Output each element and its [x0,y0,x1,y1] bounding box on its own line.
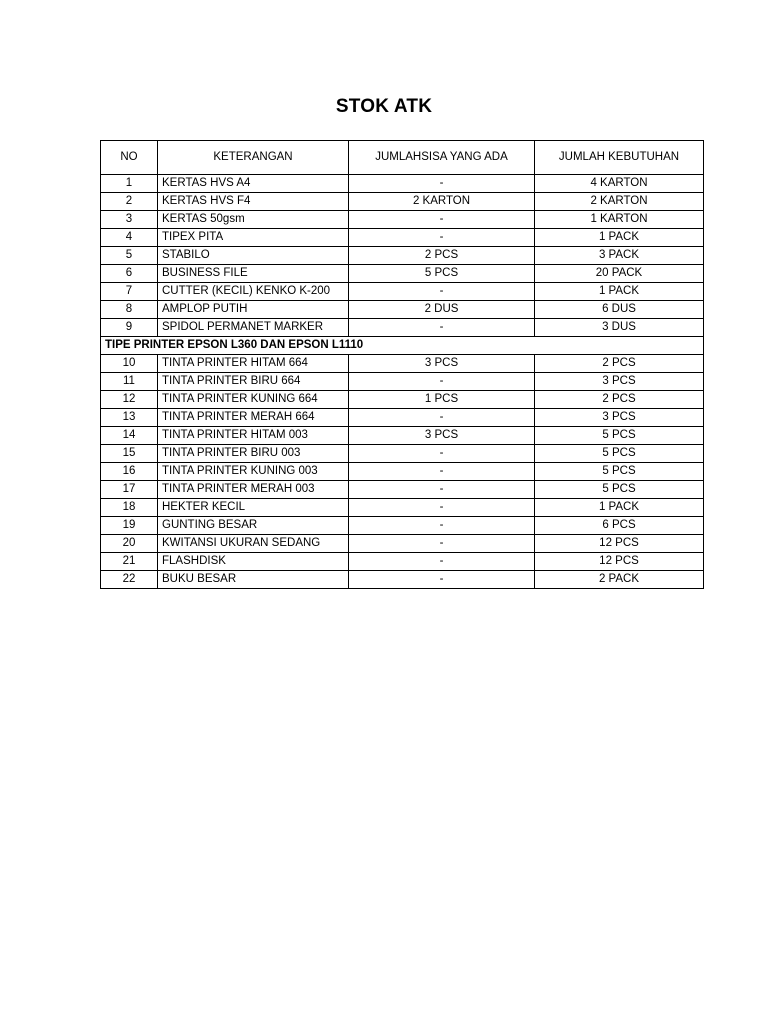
cell-keterangan: TINTA PRINTER BIRU 003 [158,445,349,463]
cell-no: 11 [101,373,158,391]
cell-kebutuhan: 12 PCS [535,535,704,553]
cell-no: 8 [101,301,158,319]
cell-kebutuhan: 2 PCS [535,355,704,373]
cell-kebutuhan: 5 PCS [535,463,704,481]
table-row [101,427,704,445]
stock-table [100,140,704,589]
cell-no: 1 [101,175,158,193]
cell-no: 12 [101,391,158,409]
cell-no: 6 [101,265,158,283]
cell-sisa: - [349,463,535,481]
cell-keterangan: CUTTER (KECIL) KENKO K-200 [158,283,349,301]
cell-kebutuhan: 3 PCS [535,409,704,427]
cell-kebutuhan: 6 PCS [535,517,704,535]
table-row [101,553,704,571]
table-row [101,247,704,265]
cell-no: 18 [101,499,158,517]
cell-sisa: 5 PCS [349,265,535,283]
cell-keterangan: STABILO [158,247,349,265]
header-kebutuhan: JUMLAH KEBUTUHAN [535,141,704,175]
cell-kebutuhan: 12 PCS [535,553,704,571]
cell-sisa: - [349,409,535,427]
cell-kebutuhan: 1 PACK [535,229,704,247]
cell-kebutuhan: 3 PACK [535,247,704,265]
cell-keterangan: BUSINESS FILE [158,265,349,283]
cell-no: 13 [101,409,158,427]
cell-keterangan: GUNTING BESAR [158,517,349,535]
cell-keterangan: TINTA PRINTER KUNING 003 [158,463,349,481]
cell-kebutuhan: 3 PCS [535,373,704,391]
cell-keterangan: SPIDOL PERMANET MARKER [158,319,349,337]
cell-sisa: - [349,481,535,499]
cell-keterangan: KWITANSI UKURAN SEDANG [158,535,349,553]
cell-keterangan: TIPEX PITA [158,229,349,247]
cell-sisa: - [349,283,535,301]
cell-keterangan: FLASHDISK [158,553,349,571]
cell-no: 5 [101,247,158,265]
table-section [101,337,704,355]
table-row [101,229,704,247]
table-row [101,193,704,211]
cell-keterangan: KERTAS HVS F4 [158,193,349,211]
cell-kebutuhan: 20 PACK [535,265,704,283]
cell-no: 4 [101,229,158,247]
cell-keterangan: BUKU BESAR [158,571,349,589]
cell-keterangan: TINTA PRINTER HITAM 003 [158,427,349,445]
table-row [101,535,704,553]
cell-kebutuhan: 1 PACK [535,499,704,517]
table-body-office-supplies [101,175,704,337]
table-row [101,265,704,283]
table-row [101,391,704,409]
section-row [101,337,704,355]
cell-keterangan: TINTA PRINTER KUNING 664 [158,391,349,409]
table-row [101,283,704,301]
cell-kebutuhan: 5 PCS [535,427,704,445]
cell-keterangan: KERTAS HVS A4 [158,175,349,193]
cell-kebutuhan: 2 PACK [535,571,704,589]
table-row [101,481,704,499]
cell-sisa: 1 PCS [349,391,535,409]
header-no: NO [101,141,158,175]
header-sisa: JUMLAHSISA YANG ADA [349,141,535,175]
cell-sisa: - [349,373,535,391]
cell-keterangan: TINTA PRINTER BIRU 664 [158,373,349,391]
cell-sisa: 2 KARTON [349,193,535,211]
table-header [101,141,704,175]
cell-keterangan: AMPLOP PUTIH [158,301,349,319]
cell-sisa: - [349,445,535,463]
cell-keterangan: KERTAS 50gsm [158,211,349,229]
cell-sisa: - [349,211,535,229]
cell-kebutuhan: 5 PCS [535,445,704,463]
table-row [101,355,704,373]
cell-no: 17 [101,481,158,499]
cell-kebutuhan: 2 PCS [535,391,704,409]
cell-sisa: - [349,553,535,571]
cell-sisa: - [349,517,535,535]
table-row [101,445,704,463]
table-row [101,301,704,319]
cell-kebutuhan: 4 KARTON [535,175,704,193]
cell-no: 16 [101,463,158,481]
table-row [101,499,704,517]
cell-keterangan: TINTA PRINTER MERAH 003 [158,481,349,499]
cell-no: 20 [101,535,158,553]
cell-no: 7 [101,283,158,301]
table-row [101,373,704,391]
cell-sisa: - [349,535,535,553]
cell-no: 2 [101,193,158,211]
cell-kebutuhan: 5 PCS [535,481,704,499]
cell-no: 22 [101,571,158,589]
table-row [101,319,704,337]
section-label: TIPE PRINTER EPSON L360 DAN EPSON L1110 [101,337,704,355]
cell-no: 15 [101,445,158,463]
cell-no: 9 [101,319,158,337]
cell-sisa: 2 DUS [349,301,535,319]
cell-keterangan: TINTA PRINTER MERAH 664 [158,409,349,427]
cell-sisa: - [349,571,535,589]
cell-sisa: - [349,175,535,193]
cell-sisa: - [349,319,535,337]
cell-sisa: 3 PCS [349,355,535,373]
table-row [101,571,704,589]
cell-kebutuhan: 6 DUS [535,301,704,319]
header-keterangan: KETERANGAN [158,141,349,175]
cell-no: 3 [101,211,158,229]
cell-keterangan: TINTA PRINTER HITAM 664 [158,355,349,373]
cell-kebutuhan: 3 DUS [535,319,704,337]
table-body-printer-ink [101,355,704,589]
table-row [101,517,704,535]
cell-sisa: 3 PCS [349,427,535,445]
cell-sisa: 2 PCS [349,247,535,265]
table-row [101,211,704,229]
table-row [101,175,704,193]
table-row [101,463,704,481]
cell-kebutuhan: 1 PACK [535,283,704,301]
cell-no: 10 [101,355,158,373]
cell-kebutuhan: 1 KARTON [535,211,704,229]
cell-no: 19 [101,517,158,535]
cell-no: 14 [101,427,158,445]
page-title: STOK ATK [335,96,433,117]
header-row [101,141,704,175]
cell-sisa: - [349,229,535,247]
cell-no: 21 [101,553,158,571]
cell-keterangan: HEKTER KECIL [158,499,349,517]
cell-sisa: - [349,499,535,517]
cell-kebutuhan: 2 KARTON [535,193,704,211]
table-row [101,409,704,427]
